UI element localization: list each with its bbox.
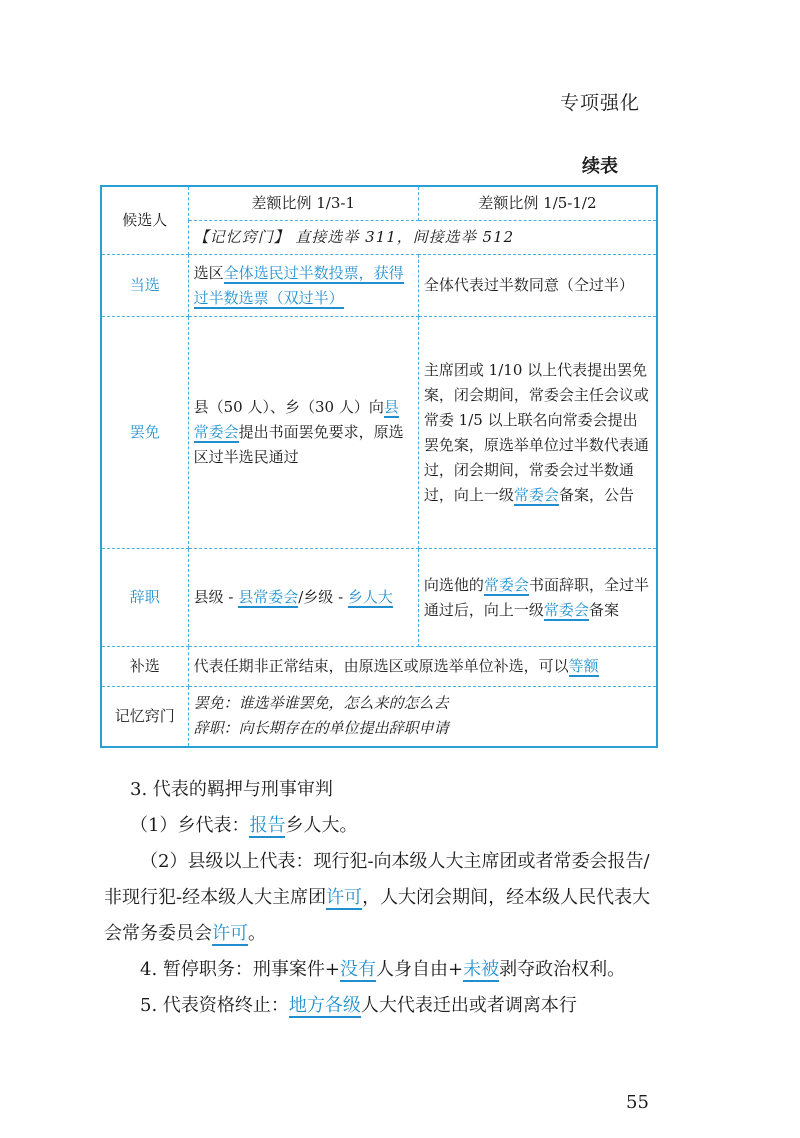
- resign-col2-a: 向选他的: [423, 575, 484, 594]
- resign-col1-b: /乡级 -: [298, 588, 348, 606]
- memory-text: [188, 687, 657, 747]
- p4-highlight-2: 未被: [463, 959, 500, 980]
- section-header: 专项强化: [560, 92, 641, 114]
- table-caption: 续表: [582, 156, 618, 177]
- p5-highlight: 地方各级: [288, 995, 361, 1016]
- recall-col1-a: 县（50 人）、乡（30 人）向: [193, 398, 384, 416]
- p4-a: 4. 暂停职务：刑事案件+: [140, 959, 340, 980]
- elected-col1-highlight: 全体选民过半数投票，获得过半数选票（双过半）: [193, 263, 404, 307]
- row-label-resign: 辞职: [101, 549, 188, 647]
- body-text: [104, 772, 660, 1024]
- p3-2-b: ，人大闭会期间，经本级人民代表大会常务委员会: [104, 887, 651, 944]
- p4-c: 剥夺政治权利。: [499, 959, 626, 980]
- resign-col1-highlight-1: 县常委会: [238, 588, 299, 606]
- recall-col1: [188, 317, 418, 549]
- resign-col2: [418, 549, 657, 647]
- elected-col1-prefix: 选区: [193, 263, 224, 282]
- resign-col2-highlight-1: 常委会: [483, 575, 529, 594]
- election-table: [100, 185, 658, 748]
- page-number: 55: [626, 1092, 649, 1113]
- p4-highlight-1: 没有: [339, 959, 376, 980]
- recall-col2-a: 主席团或 1/10 以上代表提出罢免案，闭会期间，常委会主任会议或常委 1/5 以上联名向常委会提出罢免案，原选举单位过半数代表通过，闭会期间，常委会过半数通过，向上一级: [423, 360, 649, 504]
- col2-header: 差额比例 1/5-1/2: [418, 186, 657, 221]
- row-label-recall: 罢免: [101, 317, 188, 549]
- p3-2-highlight-1: 许可: [326, 887, 363, 908]
- p3-2: [104, 844, 660, 952]
- row-label-byelection: 补选: [101, 647, 188, 687]
- p5-a: 5. 代表资格终止：: [140, 995, 289, 1016]
- p3-2-a: （2）县级以上代表：现行犯-向本级人大主席团或者常委会报告/非现行犯-经本级人大主席团: [104, 851, 650, 908]
- p3-2-c: 。: [248, 923, 266, 944]
- resign-col1: [188, 549, 418, 647]
- resign-col2-b: 书面辞职，全过半通过后，向上一级: [423, 575, 649, 619]
- p3-1-b: 乡人大。: [285, 815, 358, 836]
- p5: [104, 988, 660, 1024]
- recall-col2: [418, 317, 657, 549]
- p4-b: 人身自由+: [375, 959, 464, 980]
- recall-col2-b: 备案，公告: [558, 485, 634, 504]
- resign-col2-c: 备案: [588, 600, 619, 619]
- resign-col2-highlight-2: 常委会: [543, 600, 589, 619]
- col1-header: 差额比例 1/3-1: [188, 186, 418, 221]
- memory-tip: 【记忆窍门】 直接选举 311，间接选举 512: [188, 221, 657, 255]
- p5-b: 人大代表迁出或者调离本行: [360, 995, 577, 1016]
- p3-1-a: （1）乡代表：: [130, 815, 250, 836]
- candidate-label: 候选人: [101, 186, 188, 255]
- elected-col2: 全体代表过半数同意（仝过半）: [418, 255, 657, 317]
- p3-2-highlight-2: 许可: [212, 923, 248, 944]
- p3-1: [130, 808, 660, 844]
- recall-col2-highlight: 常委会: [513, 485, 559, 504]
- recall-col1-highlight: 县常委会: [193, 398, 399, 441]
- memory-line-2: 辞职：向长期存在的单位提出辞职申请: [193, 719, 449, 738]
- byelection-text: [188, 647, 657, 687]
- p3-title: 3. 代表的羁押与刑事审判: [130, 779, 333, 800]
- p3-1-highlight: 报告: [249, 815, 286, 836]
- byelection-highlight: 等额: [568, 657, 599, 675]
- recall-col1-b: 提出书面罢免要求，原选区过半选民通过: [193, 423, 404, 466]
- byelection-a: 代表任期非正常结束，由原选区或原选举单位补选，可以: [193, 657, 569, 675]
- resign-col1-a: 县级 -: [193, 588, 239, 606]
- p4: [104, 952, 660, 988]
- elected-col1: [188, 255, 418, 317]
- row-label-memory: 记忆窍门: [101, 687, 188, 747]
- row-label-elected: 当选: [101, 255, 188, 317]
- resign-col1-highlight-2: 乡人大: [347, 588, 393, 606]
- memory-line-1: 罢免：谁选举谁罢免，怎么来的怎么去: [193, 694, 449, 713]
